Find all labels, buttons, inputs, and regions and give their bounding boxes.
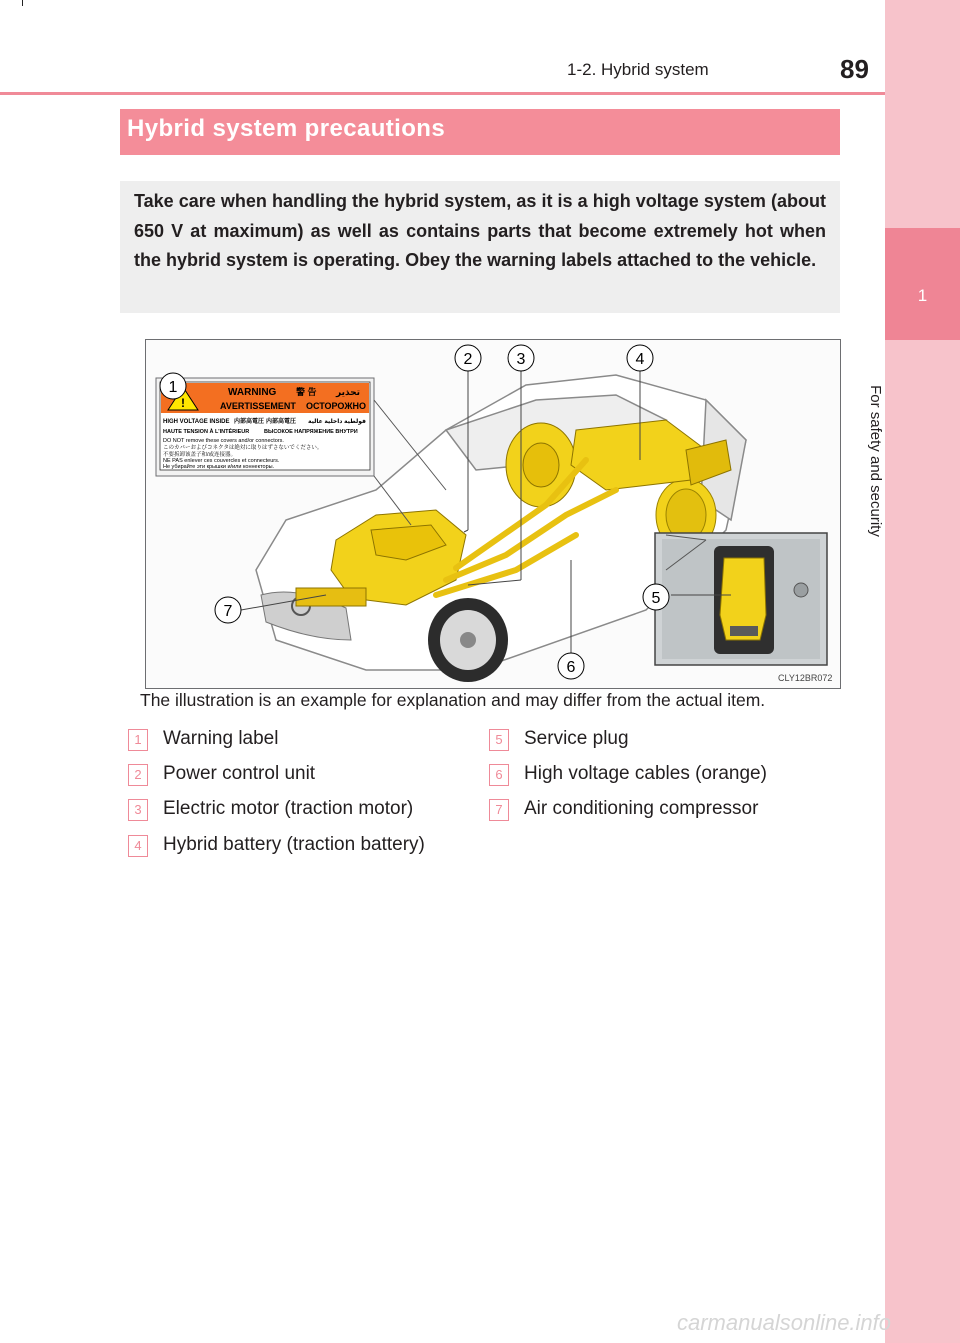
label-line5: Не убирайте эти крышки и/или коннекторы. [163, 464, 275, 470]
label-avert: AVERTISSEMENT [220, 401, 296, 411]
figure-caption: The illustration is an example for explanation and may differ from the actual item. [140, 690, 766, 710]
hybrid-system-illustration [145, 339, 841, 689]
legend-number: 2 [128, 764, 148, 786]
callout-4 [627, 345, 653, 371]
legend-label: Service plug [524, 728, 629, 749]
svg-text:1: 1 [168, 379, 178, 396]
callout-7 [215, 597, 241, 623]
label-arabic: تحذير [336, 387, 361, 397]
legend-label: Power control unit [163, 763, 316, 784]
chapter-title: For safety and security [867, 385, 884, 537]
label-line2: このカバーおよびコネクタは絶対に取りはずさないでください。 [163, 445, 323, 451]
figure-code: CLY12BR072 [778, 673, 833, 683]
legend-number: 6 [489, 764, 509, 786]
legend-number: 3 [128, 799, 148, 821]
label-warning: WARNING [228, 387, 277, 398]
chapter-number-box[interactable] [885, 228, 960, 340]
legend-label: Air conditioning compressor [524, 798, 759, 819]
page-number: 89 [840, 54, 869, 84]
svg-text:6: 6 [566, 659, 576, 676]
label-line4: NE PAS enlever ces couvercles et connecteurs. [163, 458, 280, 464]
label-fr-hv: HAUTE TENSION À L'INTÉRIEUR [163, 429, 250, 435]
label-ostorozhno: ОСТОРОЖНО [306, 401, 366, 411]
label-ar-hv: فولطية داخلية عالية [308, 419, 366, 425]
header-rule [0, 92, 885, 95]
intro-text: Take care when handling the hybrid system, as it is a high voltage system (about 650 V at maximum) as well as contains parts that become extremely hot when the hybrid system is operating. Obey the warning labels attached to the vehicle. [134, 191, 826, 270]
chapter-side-tab[interactable] [885, 0, 960, 1343]
callout-2 [455, 345, 481, 371]
legend-number: 7 [489, 799, 509, 821]
label-ru-hv: ВЫСОКОЕ НАПРЯЖЕНИЕ ВНУТРИ [264, 429, 358, 435]
svg-text:7: 7 [223, 603, 233, 620]
callout-1 [160, 373, 186, 399]
chapter-number: 1 [917, 286, 928, 305]
legend-label: High voltage cables (orange) [524, 763, 767, 784]
callout-3 [508, 345, 534, 371]
svg-text:2: 2 [463, 351, 473, 368]
svg-text:4: 4 [635, 351, 645, 368]
callout-5 [643, 584, 669, 610]
legend-number: 4 [128, 835, 148, 857]
svg-text:3: 3 [516, 351, 526, 368]
traction-motor [506, 423, 576, 507]
legend-number: 5 [489, 729, 509, 751]
crop-mark [22, 0, 23, 6]
legend-label: Hybrid battery (traction battery) [163, 834, 425, 855]
label-line3: 不要拆卸该盖子和/或连接器。 [163, 452, 237, 458]
svg-text:!: ! [181, 396, 185, 410]
watermark: carmanualsonline.info [677, 1310, 892, 1335]
front-wheel [428, 598, 508, 682]
label-jp-hv2: 内部高電圧 [266, 419, 297, 425]
section-label: 1-2. Hybrid system [567, 60, 709, 79]
label-jp-hv: 内部高電圧 [234, 419, 265, 425]
legend-label: Warning label [163, 728, 279, 749]
legend-label: Electric motor (traction motor) [163, 798, 414, 819]
legend-number: 1 [128, 729, 148, 751]
service-plug-inset [655, 533, 827, 665]
svg-text:5: 5 [651, 590, 661, 607]
label-line1: DO NOT remove these covers and/or connectors. [163, 438, 284, 444]
label-kanji: 警 告 [296, 387, 317, 397]
label-hv-inside: HIGH VOLTAGE INSIDE [163, 419, 230, 425]
callout-6 [558, 653, 584, 679]
section-title: Hybrid system precautions [127, 115, 446, 142]
